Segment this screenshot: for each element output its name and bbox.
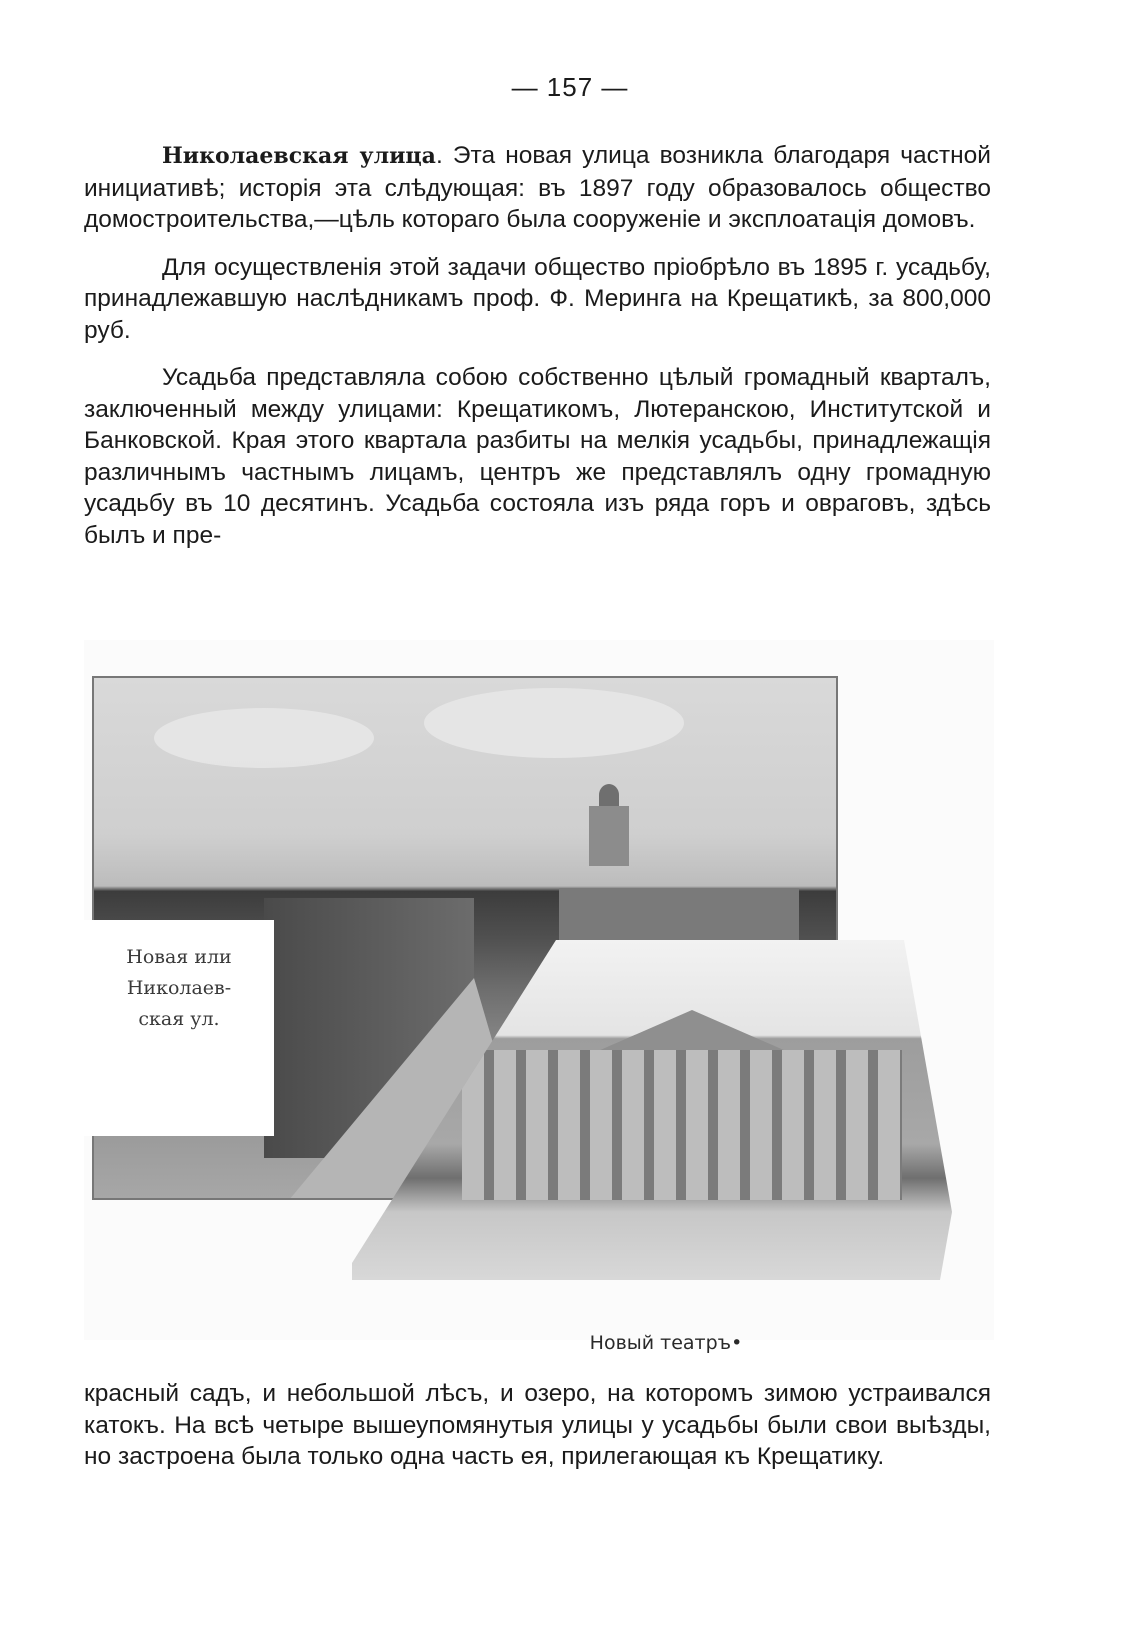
paragraph-1-text: . Эта новая улица возникла благодаря частной инициативѣ; исторія эта слѣдующая: въ 1897 году образовалось общество домостроительства,—цѣль котораго была сооруженіе и эксплоатація домовъ. (84, 142, 991, 233)
text-lower (84, 1378, 991, 1489)
theatre-facade (462, 1050, 902, 1200)
cloud (154, 708, 374, 768)
page-number: — 157 — (511, 72, 629, 102)
paragraph-1 (84, 140, 991, 236)
cloud (424, 688, 684, 758)
text-upper (84, 140, 991, 567)
church-dome (589, 806, 629, 866)
caption-theatre: Новый театръ• (589, 1332, 743, 1354)
caption-street: Новая или Николаев-ская ул. (126, 946, 232, 1030)
paragraph-2: Для осуществленія этой задачи общество пріобрѣло въ 1895 г. усадьбу, принадлежавшую наслѣдникамъ проф. Ф. Меринга на Крещатикѣ, за 800,000 руб. (84, 253, 991, 344)
paragraph-3: Усадьба представляла собою собственно цѣлый громадный кварталъ, заключенный между улицами: Крещатикомъ, Лютеранскою, Институтской и Банковской. Края этого квартала разбиты на мелкія усадьбы, принадлежащія различнымъ частнымъ лицамъ, центръ же представлялъ одну громадную усадьбу въ 10 десятинъ. Усадьба состояла изъ ряда горъ и овраговъ, здѣсь былъ и пре- (84, 364, 991, 549)
illustration-plate (84, 620, 994, 1360)
paragraph-4: красный садъ, и небольшой лѣсъ, и озеро, на которомъ зимою устраивался катокъ. На всѣ четыре вышеупомянутыя улицы у усадьбы были свои выѣзды, но застроена была только одна часть ея, прилегающая къ Крещатику. (84, 1380, 991, 1470)
section-heading: Николаевская улица (162, 143, 436, 169)
